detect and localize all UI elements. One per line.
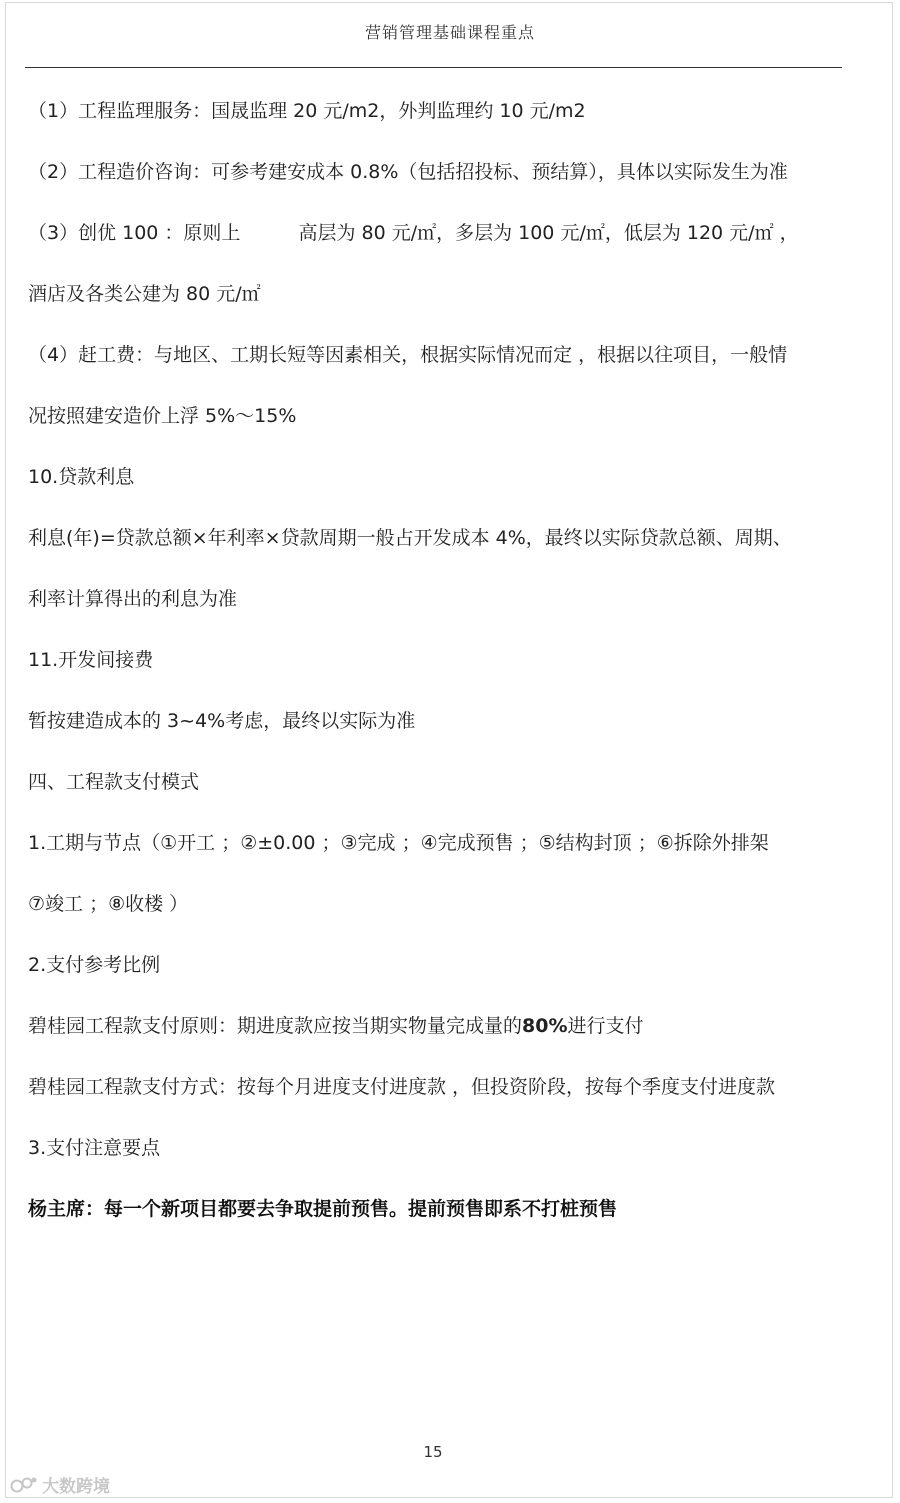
item-excellence-award-rates: 高层为 80 元/㎡，多层为 100 元/㎡，低层为 120 元/㎡ ， bbox=[298, 222, 799, 244]
brand-logo-icon bbox=[10, 1475, 38, 1495]
section-payment-mode-heading: 四、工程款支付模式 bbox=[28, 771, 200, 793]
header-divider bbox=[25, 67, 842, 68]
item-supervision-service: （1）工程监理服务：国晟监理 20 元/m2，外判监理约 10 元/m2 bbox=[28, 100, 586, 122]
payment-principle-text: 碧桂园工程款支付原则：期进度款应按当期实物量完成量的 bbox=[28, 1015, 523, 1037]
payment-principle-suffix: 进行支付 bbox=[567, 1015, 644, 1037]
watermark bbox=[10, 1472, 110, 1497]
indirect-cost-text: 暂按建造成本的 3~4%考虑，最终以实际为准 bbox=[28, 710, 416, 732]
page-number: 15 bbox=[423, 1443, 443, 1461]
section-indirect-cost-heading: 11.开发间接费 bbox=[28, 649, 154, 671]
schedule-milestones-continued: ⑦竣工 ；⑧收楼 ） bbox=[28, 893, 189, 915]
item-rush-fee: （4）赶工费：与地区、工期长短等因素相关，根据实际情况而定 ，根据以往项目，一般情 bbox=[28, 344, 788, 366]
payment-principle bbox=[28, 1013, 644, 1039]
payment-ratio-heading: 2.支付参考比例 bbox=[28, 954, 161, 976]
payment-notes-heading: 3.支付注意要点 bbox=[28, 1137, 161, 1159]
item-rush-fee-continued: 况按照建安造价上浮 5%～15% bbox=[28, 405, 297, 427]
item-excellence-award bbox=[28, 220, 799, 246]
watermark-text: 大数跨境 bbox=[42, 1477, 110, 1497]
loan-interest-formula-continued: 利率计算得出的利息为准 bbox=[28, 588, 238, 610]
item-excellence-award-label: （3）创优 100 ：原则上 bbox=[28, 222, 241, 244]
chairman-remark: 杨主席：每一个新项目都要去争取提前预售。提前预售即系不打桩预售 bbox=[28, 1198, 618, 1220]
item-excellence-award-continued: 酒店及各类公建为 80 元/㎡ bbox=[28, 283, 261, 305]
page-header-title: 营销管理基础课程重点 bbox=[364, 23, 535, 42]
payment-principle-percent: 80% bbox=[522, 1015, 568, 1037]
item-cost-consulting: （2）工程造价咨询：可参考建安成本 0.8%（包括招投标、预结算），具体以实际发生为准 bbox=[28, 161, 788, 183]
loan-interest-formula: 利息(年)=贷款总额×年利率×贷款周期一般占开发成本 4%，最终以实际贷款总额、周期、 bbox=[28, 527, 792, 549]
section-loan-interest-heading: 10.贷款利息 bbox=[28, 466, 135, 488]
schedule-milestones: 1.工期与节点（①开工 ；②±0.00 ；③完成 ；④完成预售 ；⑤结构封顶 ；⑥拆除外排架 bbox=[28, 832, 769, 854]
payment-method: 碧桂园工程款支付方式：按每个月进度支付进度款 ，但投资阶段，按每个季度支付进度款 bbox=[28, 1076, 776, 1098]
